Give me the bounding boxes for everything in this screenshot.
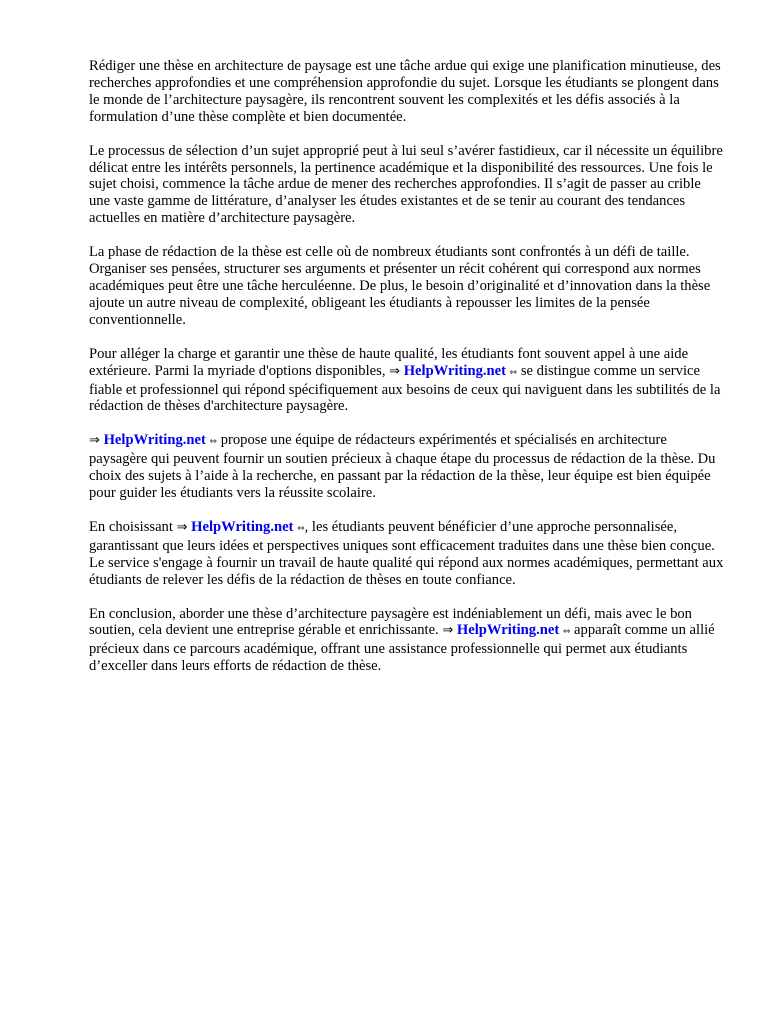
helpwriting-link[interactable]: HelpWriting.net (403, 362, 506, 379)
paragraph-text-before: Pour alléger la charge et garantir une thèse de haute qualité, les étudiants font souvent appel à une aide extérieure. Parmi la myriade d'options disponibles, (89, 345, 689, 379)
paragraph-topic-selection: Le processus de sélection d’un sujet approprié peut à lui seul s’avérer fastidieux, car il nécessite un équilibre délicat entre les intérêts personnels, la pertinence académique et la disponibilité des ressources. Une fois le sujet choisi, commence la tâche ardue de mener des recherches approfondies. Il s’agit de passer au crible une vaste gamme de littérature, d’analyser les études existantes et de se tenir au courant des tendances actuelles en matière d’architecture paysagère. (89, 142, 723, 227)
arrow-both-icon: ⇔ (297, 523, 305, 534)
paragraph-text-after: se distingue comme un service fiable et professionnel qui répond spécifiquement aux besoins de ceux qui naviguent dans les subtilités de la rédaction de thèses d'architecture paysagère. (89, 362, 721, 415)
arrow-right-icon: ⇒ (442, 623, 454, 639)
arrow-both-icon: ⇔ (562, 627, 571, 638)
paragraph-text-after: apparaît comme un allié précieux dans ce parcours académique, offrant une assistance professionnelle qui permet aux étudiants d’exceller dans leurs efforts de rédaction de thèse. (89, 622, 715, 675)
document-body (89, 58, 724, 692)
helpwriting-link[interactable]: HelpWriting.net (103, 432, 206, 449)
paragraph-text-before: En choisissant (89, 518, 177, 535)
paragraph-intro: Rédiger une thèse en architecture de paysage est une tâche ardue qui exige une planification minutieuse, des recherches approfondies et une compréhension approfondie du sujet. Lorsque les étudiants se plongent dans le monde de l’architecture paysagère, ils rencontrent souvent les complexités et les défis associés à la formulation d’une thèse complète et bien documentée. (89, 58, 721, 125)
paragraph-team (89, 432, 724, 502)
arrow-right-icon: ⇒ (389, 363, 401, 379)
paragraph-text-after: propose une équipe de rédacteurs expérimentés et spécialisés en architecture paysagère qui peuvent fournir un soutien précieux à chaque étape du processus de rédaction de la thèse. Du choix des sujets à l’aide à la recherche, en passant par la rédaction de la thèse, leur équipe est bien équipée pour guider les étudiants vers la réussite scolaire. (89, 432, 716, 502)
helpwriting-link[interactable]: HelpWriting.net (456, 622, 560, 639)
arrow-right-icon: ⇒ (89, 433, 100, 449)
paragraph-external-help (89, 346, 724, 416)
arrow-both-icon: ⇔ (509, 367, 518, 378)
paragraph-conclusion (89, 606, 724, 676)
arrow-right-icon: ⇒ (176, 519, 188, 535)
paragraph-personalized (89, 519, 724, 589)
paragraph-writing-phase: La phase de rédaction de la thèse est celle où de nombreux étudiants sont confrontés à un défi de taille. Organiser ses pensées, structurer ses arguments et présenter un récit cohérent qui correspond aux normes académiques peut être une tâche herculéenne. De plus, le besoin d’originalité et d’innovation dans la thèse ajoute un autre niveau de complexité, obligeant les étudiants à repousser les limites de la pensée conventionnelle. (89, 244, 711, 328)
paragraph-text-after: , les étudiants peuvent bénéficier d’une approche personnalisée, garantissant que leurs idées et perspectives uniques sont efficacement traduites dans une thèse bien conçue. Le service s'engage à fournir un travail de haute qualité qui répond aux normes académiques, permettant aux étudiants de relever les défis de la rédaction de thèses en toute confiance. (89, 518, 724, 588)
arrow-both-icon: ⇔ (209, 437, 218, 448)
paragraph-text-before: En conclusion, aborder une thèse d’architecture paysagère est indéniablement un défi, mais avec le bon soutien, cela devient une entreprise gérable et enrichissante. (89, 605, 692, 639)
helpwriting-link[interactable]: HelpWriting.net (191, 518, 294, 535)
